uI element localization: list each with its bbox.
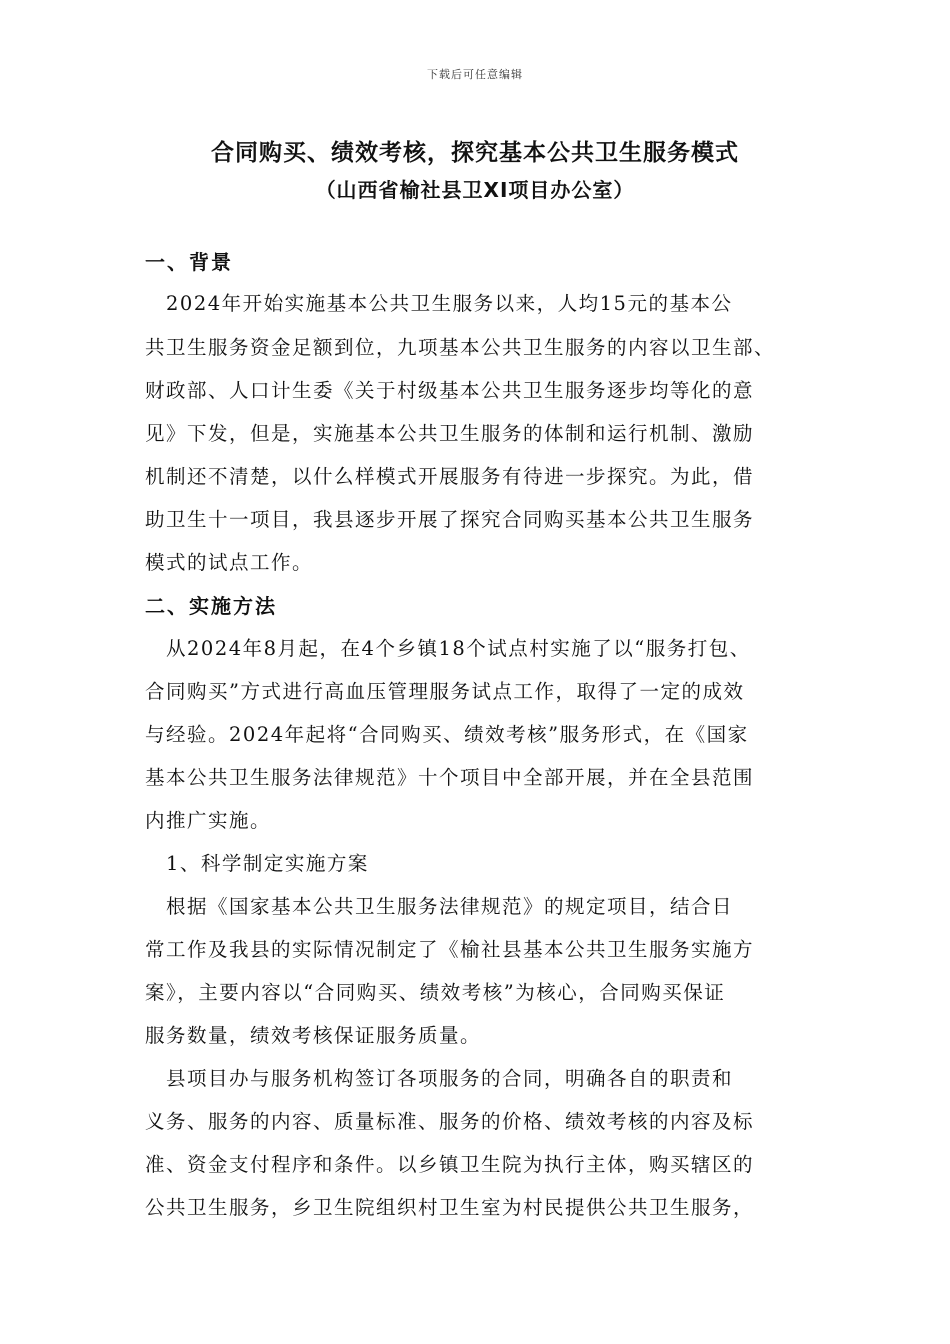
- paragraph-line: 常工作及我县的实际情况制定了《榆社县基本公共卫生服务实施方: [145, 938, 755, 961]
- header-note: 下载后可任意编辑: [427, 68, 523, 81]
- paragraph-line: 见》下发，但是，实施基本公共卫生服务的体制和运行机制、激励: [145, 422, 755, 445]
- paragraph-line: 服务数量，绩效考核保证服务质量。: [145, 1024, 482, 1047]
- paragraph-line: 模式的试点工作。: [145, 551, 314, 574]
- document-title: 合同购买、绩效考核，探究基本公共卫生服务模式: [211, 140, 739, 166]
- paragraph-line: 准、资金支付程序和条件。以乡镇卫生院为执行主体，购买辖区的: [145, 1153, 755, 1176]
- paragraph-line: 根据《国家基本公共卫生服务法律规范》的规定项目，结合日: [145, 895, 734, 918]
- paragraph-line: 2024年开始实施基本公共卫生服务以来，人均15元的基本公: [145, 292, 733, 315]
- subsection-heading: 1、科学制定实施方案: [145, 852, 369, 875]
- paragraph-line: 内推广实施。: [145, 809, 272, 832]
- paragraph-line: 公共卫生服务，乡卫生院组织村卫生室为村民提供公共卫生服务，: [145, 1196, 755, 1219]
- paragraph-line: 助卫生十一项目，我县逐步开展了探究合同购买基本公共卫生服务: [145, 508, 755, 531]
- paragraph-line: 基本公共卫生服务法律规范》十个项目中全部开展，并在全县范围: [145, 766, 755, 789]
- paragraph-line: 财政部、人口计生委《关于村级基本公共卫生服务逐步均等化的意: [145, 379, 755, 402]
- paragraph-line: 县项目办与服务机构签订各项服务的合同，明确各自的职责和: [145, 1067, 734, 1090]
- paragraph-line: 与经验。2024年起将“合同购买、绩效考核”服务形式，在《国家: [145, 723, 749, 746]
- paragraph-line: 共卫生服务资金足额到位，九项基本公共卫生服务的内容以卫生部、: [145, 336, 776, 359]
- paragraph-line: 从2024年8月起，在4个乡镇18个试点村实施了以“服务打包、: [145, 637, 751, 660]
- paragraph-line: 合同购买”方式进行高血压管理服务试点工作，取得了一定的成效: [145, 680, 745, 703]
- section-heading-background: 一、背景: [145, 250, 233, 274]
- section-heading-methods: 二、实施方法: [145, 594, 277, 618]
- paragraph-line: 案》，主要内容以“合同购买、绩效考核”为核心，合同购买保证: [145, 981, 726, 1004]
- document-subtitle: （山西省榆社县卫XI项目办公室）: [315, 178, 635, 202]
- paragraph-line: 机制还不清楚，以什么样模式开展服务有待进一步探究。为此，借: [145, 465, 755, 488]
- paragraph-line: 义务、服务的内容、质量标准、服务的价格、绩效考核的内容及标: [145, 1110, 755, 1133]
